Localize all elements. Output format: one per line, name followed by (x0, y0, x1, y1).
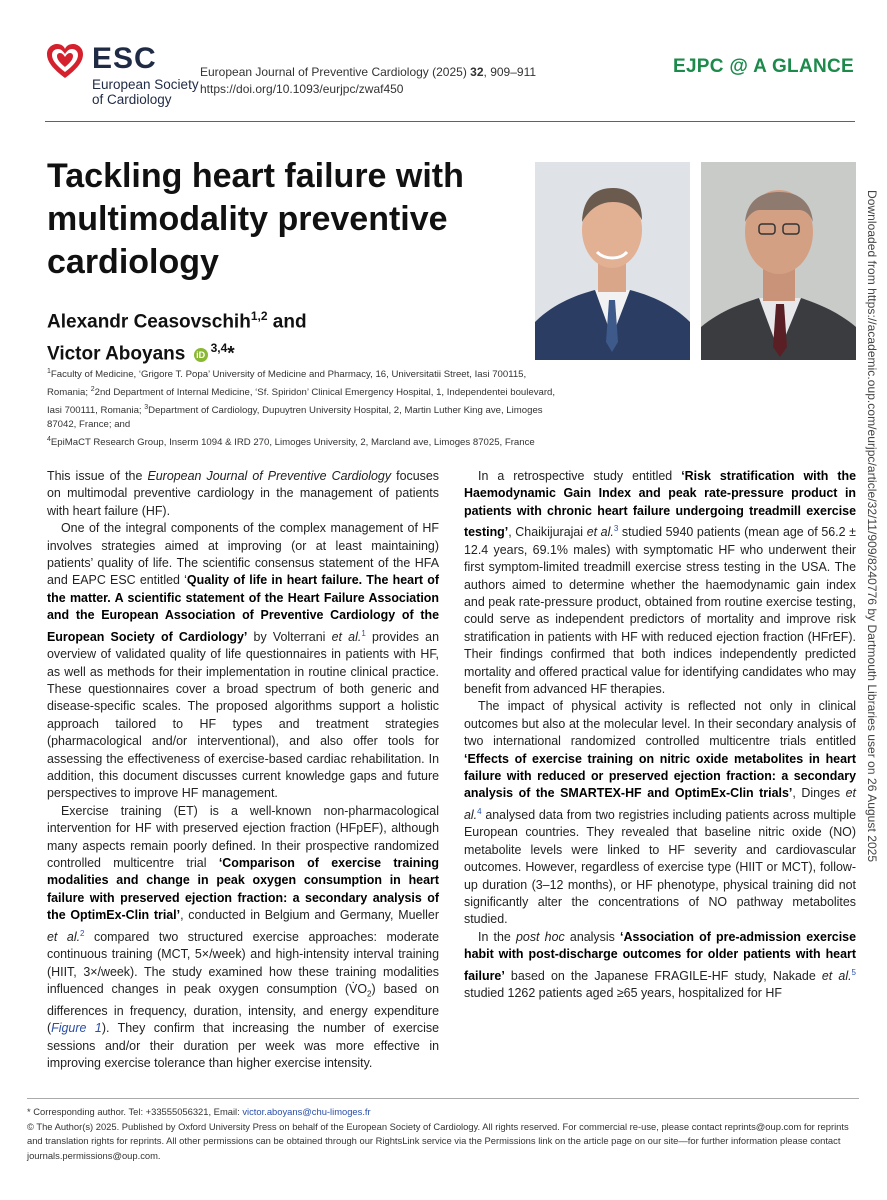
paragraph-nitric-oxide: The impact of physical activity is reflected not only in clinical outcomes but also at the molecular level. In their secondary analysis of two international randomized controlled multicentre trials entitled ‘Effects of exercise training on nitric oxide metabolites in heart failure with reduced or preserved ejection fraction: a secondary analysis of the SMARTEX-HF and OptimEx-Clin trials’, Dinges et al.$^4$ analysed data from two registries including patients across multiple European countries. They revealed that baseline nitric oxide (NO) metabolite levels were linked to HF severity and cardiovascular outcomes. However, regardless of exercise type (HIIT or MCT), follow-up duration (3–12 months), or HF phenotype, physical training did not significantly alter the concentrations of NO pathway metabolites studied. (464, 699, 856, 927)
article-title: Tackling heart failure with multimodality preventive cardiology (47, 157, 464, 281)
paragraph-exercise-training: Exercise training (ET) is a well-known non-pharmacological intervention for HF with preserved ejection fraction (HFpEF), although many aspects remain poorly defined. In their prospective randomized controlled multicentre trial ‘Comparison of exercise training modalities and change in peak oxygen consumption in heart failure with preserved ejection fraction: a secondary analysis of the OptimEx-Clin trial’, conducted in Belgium and Germany, Mueller et al.$^2$ compared two structured exercise approaches: moderate continuous training (MCT, 5×/week) and high-intensity interval training (HIIT, 3×/week). The study examined how these training modalities influenced changes in peak oxygen consumption $(V̇O_2)$ based on differences in frequency, duration, intensity, and energy expenditure (Figure 1). They confirm that increasing the number of exercise sessions and/or their duration per week was more effective in improving exercise tolerance than higher exercise intensity. (47, 803, 439, 1071)
author-email-link[interactable]: victor.aboyans@chu-limoges.fr (242, 1106, 371, 1117)
author-1: Alexandr Ceasovschih (47, 311, 251, 333)
affil-text: Faculty of Medicine, ‘Grigore T. Popa’ University of Medicine and Pharmacy, 16, Universitatii Street, Iasi 700115, Romania; (47, 369, 527, 398)
paragraph-intro: This issue of the European Journal of Preventive Cardiology focuses on multimodal preventive cardiology in the management of patients with heart failure (HF). (47, 469, 439, 518)
corresponding-author-note: * Corresponding author. Tel: +33555056321, Email: victor.aboyans@chu-limoges.fr (27, 1106, 371, 1117)
affil-text: EpiMaCT Research Group, Inserm 1094 & IRD 270, Limoges University, 2, Marcland ave, Limoges 87025, France (50, 437, 535, 449)
corresponding-star: * (227, 343, 235, 365)
affil-text: Department of Cardiology, Dupuytren University Hospital, 2, Martin Luther King ave, Limoges 87042, France; and (47, 404, 543, 431)
citation-1[interactable]: 1 (361, 628, 366, 638)
journal-name: European Journal of Preventive Cardiology (2025) (200, 65, 471, 79)
logo-society-name (92, 77, 212, 107)
paragraph-fragile-hf: In the post hoc analysis ‘Association of pre-admission exercise habit with post-discharge outcomes for older patients with heart failure’ based on the Japanese FRAGILE-HF study, Nakade et al.$^5$ studied 1262 patients aged ≥65 years, hospitalized for HF (464, 929, 856, 1001)
logo-abbr: ESC (92, 42, 157, 75)
body-column-left (47, 468, 439, 1073)
citation-5[interactable]: 5 (851, 967, 856, 977)
affil-sup: 3 (144, 403, 149, 411)
paragraph-risk-stratification: In a retrospective study entitled ‘Risk stratification with the Haemodynamic Gain Index and peak rate-pressure product in patients with chronic heart failure undergoing treadmill exercise testing’, Chaikijurajai et al.$^3$ studied 5940 patients (mean age of 56.2 ± 12.4 years, 69.1% males) with symptomatic HF who underwent their first symptom-limited treadmill exercise stress testing in the USA. The authors aimed to determine whether the haemodynamic gain index and peak rate-pressure product, obtained from routine exercise testing, could serve as independent predictors of mortality and improve risk stratification in patients with HF with reduced ejection fraction (HFrEF). Their findings confirmed that both indices independently predicted mortality and offered practical value for identifying candidates who may benefit from advanced HF therapies. (464, 469, 856, 697)
logo-line-2: of Cardiology (92, 92, 172, 107)
orcid-icon[interactable]: iD (194, 348, 208, 362)
author-1-affil: 1,2 (250, 309, 268, 323)
footer-divider (27, 1098, 859, 1099)
affil-sup: 2 (90, 385, 95, 393)
paragraph-quality-of-life: One of the integral components of the complex management of HF involves strategies aimed at improving (or at least maintaining) patients’ quality of life. The scientific consensus statement of the HFA and EAPC ESC entitled ‘Quality of life in heart failure. The heart of the matter. A scientific statement of the Heart Failure Association and the European Association of Preventive Cardiology of the European Society of Cardiology’ by Volterrani et al.$^1$ provides an overview of validated quality of life questionnaires in patients with HF, as well as methods for their implementation in routine clinical practice. These questionnaires cover a broad spectrum of both generic and disease-specific scales. The proposed algorithms support a holistic approach tailored to HF types and treatment strategies (pharmacological and/or interventional), and also offer tools for assessing the effectiveness of exercise-based cardiac rehabilitation. In addition, this document discusses current knowledge gaps and future perspectives to improve HF management. (47, 521, 439, 801)
affil-sup: 4 (47, 435, 51, 443)
journal-volume: 32 (470, 65, 484, 79)
logo-line-1: European Society (92, 77, 199, 92)
doi-link[interactable]: https://doi.org/10.1093/eurjpc/zwaf450 (200, 82, 404, 96)
download-watermark: Downloaded from https://academic.oup.com/eurjpc/article/32/11/909/8240776 by Dartmouth Libraries user on 26 August 2025 (865, 190, 879, 863)
header-divider (45, 121, 855, 122)
author-list (47, 303, 527, 368)
journal-citation (200, 64, 536, 98)
body-column-right (464, 468, 856, 1003)
journal-pages: , 909–911 (483, 65, 537, 79)
copyright-note: © The Author(s) 2025. Published by Oxford University Press on behalf of the European Society of Cardiology. All rights reserved. For commercial re-use, please contact reprints@oup.com for reprints and translation rights for reprints. All other permissions can be obtained through our RightsLink service via the Permissions link on the article page on our site—for further information please contact journals.permissions@oup.com. (27, 1120, 849, 1161)
affil-text: 2nd Department of Internal Medicine, ‘Sf. Spiridon’ Clinical Emergency Hospital, 1, Independentei boulevard, Iasi 700111, Romania; (47, 386, 556, 416)
affiliations (47, 365, 567, 451)
author-2-photo (701, 162, 856, 360)
author-2-affil: 3,4 (210, 341, 228, 356)
esc-heart-logo-icon (45, 42, 85, 82)
figure-1-link[interactable]: Figure 1 (51, 1021, 102, 1036)
author-1-photo (535, 162, 690, 360)
citation-3[interactable]: 3 (613, 524, 619, 534)
section-label: EJPC @ A GLANCE (672, 56, 854, 77)
citation-4[interactable]: 4 (477, 806, 482, 816)
citation-2[interactable]: 2 (80, 928, 85, 938)
footnotes (27, 1105, 859, 1163)
affil-sup: 1 (47, 368, 51, 375)
author-and: and (267, 311, 307, 333)
author-2: Victor Aboyans (47, 343, 186, 365)
